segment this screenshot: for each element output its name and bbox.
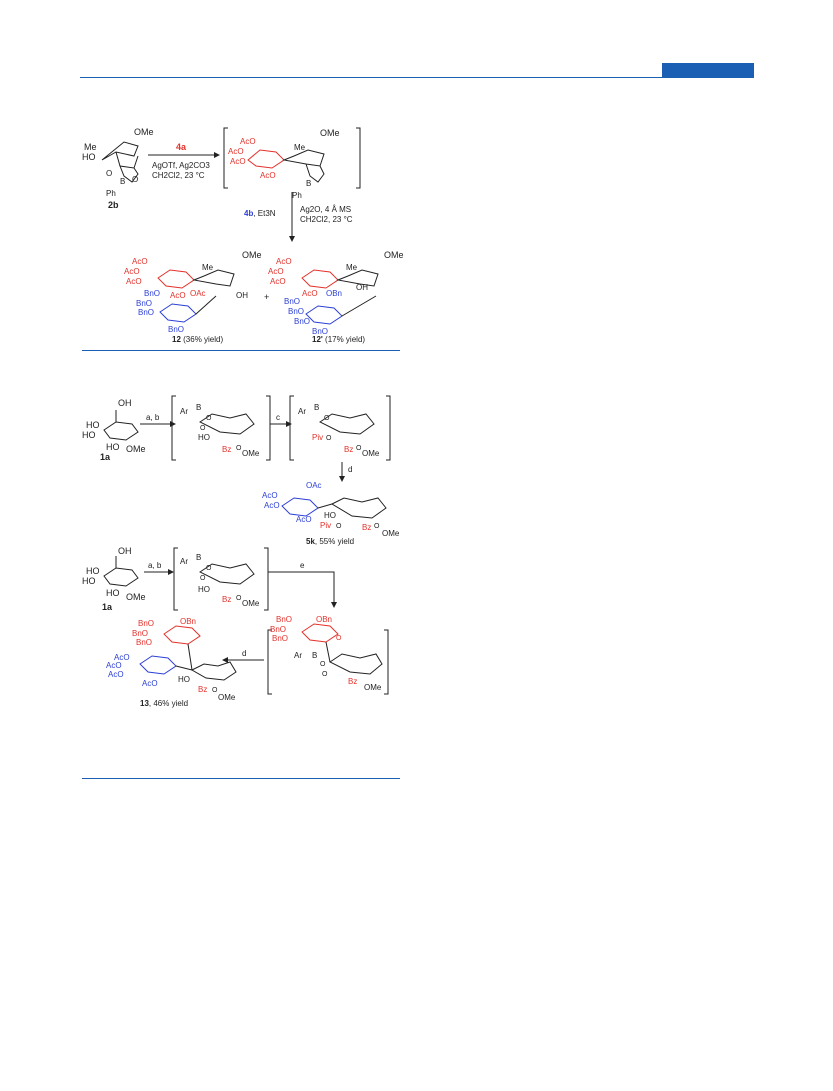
product-5k-caption xyxy=(306,537,354,546)
arrow-e xyxy=(268,572,334,602)
svg-text:Bz: Bz xyxy=(362,523,372,532)
svg-text:AcO: AcO xyxy=(108,670,124,679)
svg-text:OBn: OBn xyxy=(326,289,343,298)
product-12prime-yield: (17% yield) xyxy=(322,335,366,344)
svg-text:Ar: Ar xyxy=(294,651,302,660)
svg-text:AcO: AcO xyxy=(132,257,148,266)
svg-text:BnO: BnO xyxy=(312,327,329,336)
separator-1 xyxy=(82,350,400,351)
svg-text:OH: OH xyxy=(118,546,132,556)
svg-text:B: B xyxy=(306,179,312,188)
svg-text:Ar: Ar xyxy=(180,557,188,566)
svg-text:O: O xyxy=(324,415,330,422)
header-rule xyxy=(80,77,754,78)
svg-text:AcO: AcO xyxy=(302,289,318,298)
svg-text:HO: HO xyxy=(324,511,336,520)
scheme-1 xyxy=(80,120,410,345)
svg-text:Bz: Bz xyxy=(222,595,232,604)
svg-text:BnO: BnO xyxy=(136,638,153,647)
svg-text:AcO: AcO xyxy=(262,491,278,500)
svg-text:HO: HO xyxy=(198,585,210,594)
svg-text:BnO: BnO xyxy=(294,317,311,326)
reagent-4b-suffix: , Et3N xyxy=(253,209,276,218)
svg-text:HO: HO xyxy=(82,576,96,586)
intermediate-structure xyxy=(228,128,340,200)
svg-text:O: O xyxy=(206,565,212,572)
svg-text:AcO: AcO xyxy=(228,147,244,156)
svg-text:B: B xyxy=(120,177,126,186)
svg-text:Bz: Bz xyxy=(222,445,232,454)
svg-text:O: O xyxy=(106,169,113,178)
svg-text:BnO: BnO xyxy=(136,299,153,308)
svg-text:OMe: OMe xyxy=(218,693,236,702)
product-5k-structure xyxy=(262,481,400,538)
svg-text:BnO: BnO xyxy=(284,297,301,306)
product-12prime-caption xyxy=(312,335,365,344)
step-d-label: d xyxy=(348,465,353,474)
svg-text:Ph: Ph xyxy=(106,189,116,198)
header-tab xyxy=(662,63,754,78)
int2-structure-2 xyxy=(270,615,382,692)
product-12prime-structure xyxy=(268,250,404,336)
svg-text:AcO: AcO xyxy=(170,291,186,300)
svg-text:O: O xyxy=(200,425,206,432)
sm-1a-label: 1a xyxy=(100,452,111,462)
svg-text:OMe: OMe xyxy=(384,250,404,260)
svg-text:AcO: AcO xyxy=(230,157,246,166)
svg-text:HO: HO xyxy=(82,430,96,440)
conditions-step1-line1: AgOTf, Ag2CO3 xyxy=(152,161,210,170)
svg-text:Piv: Piv xyxy=(320,521,332,530)
svg-text:O: O xyxy=(212,687,218,694)
step-c-label: c xyxy=(276,413,280,422)
arrowhead-step1 xyxy=(214,152,220,158)
svg-text:AcO: AcO xyxy=(106,661,122,670)
product-12prime-label: 12' xyxy=(312,335,323,344)
conditions-step2-line2: CH2Cl2, 23 °C xyxy=(300,215,353,224)
conditions-step1-line2: CH2Cl2, 23 °C xyxy=(152,171,205,180)
svg-text:O: O xyxy=(132,175,139,184)
svg-text:O: O xyxy=(356,445,362,452)
svg-text:OMe: OMe xyxy=(320,128,340,138)
svg-text:O: O xyxy=(374,523,380,530)
svg-text:B: B xyxy=(312,651,318,660)
product-13-yield: , 46% yield xyxy=(148,699,189,708)
svg-text:BnO: BnO xyxy=(272,634,289,643)
svg-text:OMe: OMe xyxy=(134,127,154,137)
svg-text:OAc: OAc xyxy=(190,289,206,298)
svg-text:AcO: AcO xyxy=(240,137,256,146)
svg-text:AcO: AcO xyxy=(126,277,142,286)
separator-2 xyxy=(82,778,400,779)
svg-text:Ph: Ph xyxy=(292,191,302,200)
svg-text:AcO: AcO xyxy=(296,515,312,524)
reagent-4b: 4b xyxy=(244,209,254,218)
svg-text:O: O xyxy=(200,575,206,582)
svg-text:Ar: Ar xyxy=(180,407,188,416)
svg-text:BnO: BnO xyxy=(144,289,161,298)
svg-text:Me: Me xyxy=(346,263,358,272)
product-12-yield: (36% yield) xyxy=(180,335,224,344)
int2-structure xyxy=(298,403,380,458)
svg-text:OMe: OMe xyxy=(382,529,400,538)
product-5k-yield: , 55% yield xyxy=(314,537,355,546)
product-12-label: 12 xyxy=(172,335,181,344)
svg-text:AcO: AcO xyxy=(260,171,276,180)
reagent-4b-line xyxy=(244,209,276,218)
svg-text:OMe: OMe xyxy=(242,599,260,608)
svg-text:Me: Me xyxy=(294,143,306,152)
step-d-label-2: d xyxy=(242,649,247,658)
arrowhead-step2 xyxy=(289,236,295,242)
svg-text:Me: Me xyxy=(202,263,214,272)
step-ab-label: a, b xyxy=(146,413,160,422)
svg-text:O: O xyxy=(336,523,342,530)
sm-1a-label-2: 1a xyxy=(102,602,113,612)
product-12-caption xyxy=(172,335,223,344)
reagent-4a: 4a xyxy=(176,142,187,152)
svg-text:OH: OH xyxy=(356,283,368,292)
svg-text:HO: HO xyxy=(178,675,190,684)
svg-text:HO: HO xyxy=(82,152,96,162)
sm-2b-structure xyxy=(82,127,154,198)
svg-text:OBn: OBn xyxy=(316,615,333,624)
svg-text:OMe: OMe xyxy=(364,683,382,692)
svg-text:O: O xyxy=(336,635,342,642)
svg-text:HO: HO xyxy=(86,420,100,430)
svg-text:HO: HO xyxy=(198,433,210,442)
product-5k-label: 5k xyxy=(306,537,315,546)
svg-text:O: O xyxy=(320,661,326,668)
svg-text:OH: OH xyxy=(236,291,248,300)
step-e-label: e xyxy=(300,561,305,570)
conditions-step2-line1: Ag2O, 4 Å MS xyxy=(300,205,352,214)
product-13-label: 13 xyxy=(140,699,149,708)
svg-text:AcO: AcO xyxy=(264,501,280,510)
svg-text:Me: Me xyxy=(84,142,97,152)
svg-text:AcO: AcO xyxy=(268,267,284,276)
svg-text:O: O xyxy=(206,415,212,422)
svg-text:OBn: OBn xyxy=(180,617,197,626)
product-13-caption xyxy=(140,699,188,708)
svg-text:BnO: BnO xyxy=(138,619,155,628)
sm-1a-structure xyxy=(82,398,146,454)
svg-text:HO: HO xyxy=(106,588,120,598)
svg-text:Bz: Bz xyxy=(348,677,358,686)
product-12-structure xyxy=(124,250,262,334)
plus-sign: + xyxy=(264,292,270,302)
int1-structure-2 xyxy=(180,553,260,608)
svg-text:BnO: BnO xyxy=(270,625,287,634)
svg-text:BnO: BnO xyxy=(132,629,149,638)
svg-text:HO: HO xyxy=(106,442,120,452)
svg-text:AcO: AcO xyxy=(270,277,286,286)
svg-text:Bz: Bz xyxy=(344,445,354,454)
svg-text:B: B xyxy=(196,553,202,562)
svg-text:BnO: BnO xyxy=(288,307,305,316)
int1-structure xyxy=(180,403,260,458)
svg-text:OMe: OMe xyxy=(126,444,146,454)
svg-text:OMe: OMe xyxy=(242,449,260,458)
svg-text:BnO: BnO xyxy=(276,615,293,624)
svg-text:Piv: Piv xyxy=(312,433,324,442)
svg-text:OAc: OAc xyxy=(306,481,322,490)
svg-text:AcO: AcO xyxy=(124,267,140,276)
svg-text:O: O xyxy=(326,435,332,442)
svg-text:OH: OH xyxy=(118,398,132,408)
svg-text:BnO: BnO xyxy=(138,308,155,317)
sm-label: 2b xyxy=(108,200,119,210)
product-13-structure xyxy=(106,617,236,702)
scheme-2 xyxy=(80,392,410,548)
svg-text:O: O xyxy=(322,671,328,678)
svg-text:AcO: AcO xyxy=(142,679,158,688)
svg-text:Ar: Ar xyxy=(298,407,306,416)
scheme-3 xyxy=(80,546,410,710)
svg-text:OMe: OMe xyxy=(362,449,380,458)
svg-text:BnO: BnO xyxy=(168,325,185,334)
svg-text:O: O xyxy=(236,595,242,602)
svg-text:B: B xyxy=(314,403,320,412)
svg-text:AcO: AcO xyxy=(276,257,292,266)
step-ab-label-2: a, b xyxy=(148,561,162,570)
svg-text:AcO: AcO xyxy=(114,653,130,662)
svg-text:O: O xyxy=(236,445,242,452)
sm-1a-structure-2 xyxy=(82,546,146,602)
svg-text:HO: HO xyxy=(86,566,100,576)
svg-text:OMe: OMe xyxy=(126,592,146,602)
svg-text:B: B xyxy=(196,403,202,412)
svg-text:OMe: OMe xyxy=(242,250,262,260)
svg-text:Bz: Bz xyxy=(198,685,208,694)
